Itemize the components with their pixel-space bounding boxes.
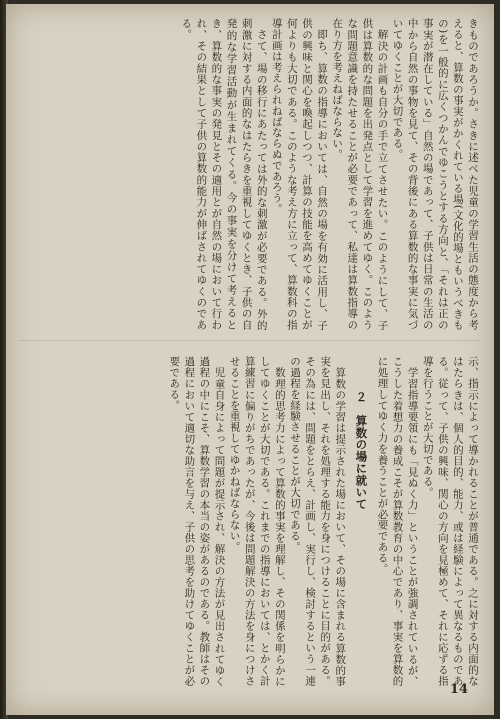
bottom-text-block: [8, 356, 480, 686]
paragraph: さて、場の移行にあたっては外的な刺激が必要である。外的刺激に対する内面的なはたらきを重視してゆくとき、子供の自発的な学習活動が生まれてくる。今の事実を分けて考えるとき、算数的な事実の発見とその適用とが自然の場において行われ、その結果として子供の算数的能力が伸ばされてゆくのである。: [180, 18, 268, 330]
paragraph: 解決の計画も自分の手で立てさせたい。このようにして、子供は算数的な問題を出発点として学習を進めてゆく。このような問題意識を持たせることが必要であって、私達は算数指導の在り方を考えねばならない。: [331, 18, 389, 330]
page-number: 14: [449, 682, 468, 697]
paragraph: 示、指示によって導かれることが普通である。之に対する内面的なはたらきは、個人的目的、能力、或は経験によって異なるものである。従って、子供の興味、関心の方向を見極めて、それに応ずる指導を行うことが大切である。: [421, 356, 479, 686]
paragraph: 児童自身によって問題が提示され、解決の方法が見出されてゆく過程の中にこそ、算数学習の本当の姿があるのである。教師はその過程において適切な助言を与え、子供の思考を助けてゆくことが必要である。: [168, 356, 226, 686]
paragraph: 算数の学習は提示された場において、その場に含まれる算数的事実を見出し、それを処理する能力を身につけることに目的がある。その為には、問題をとらえ、計画し、実行し、検討するという一連の過程を経験させることが大切である。: [288, 356, 347, 686]
book-page: [6, 4, 494, 715]
section-divider: [20, 340, 480, 341]
paragraph: 数理的思考力によって算数的事実を理解し、その関係を明らかにしてゆくことが大切である。これまでの指導においては、とかく計算練習に偏りがちであったが、今後は問題解決の方法を身につけさせることを重視してゆかねばならない。: [228, 356, 286, 686]
section-heading: ２ 算数の場に就いて: [354, 390, 369, 510]
paragraph: 即ち、算数の指導においては、自然の場を有効に活用し、子供の興味と関心を喚起しつつ、計算の技能を高めてゆくことが何よりも大切である。このような考え方に立って、算数科の指導計画は考えられねばならぬであろう。: [270, 18, 329, 330]
top-text-block: [8, 18, 480, 330]
paragraph: きものであろうか。さきに述べた児童の学習生活の態度から考えると、算数の事実がかくれている場(文化的場ともいうべきもの)を一般的に広くつかんでゆこうとする方向と、「それは正の事実が潜在している」自然の場であって、子供は日常の生活の中から自然の事物を見て、その背後にある算数的な事実に気づいてゆくことが大切である。: [391, 18, 479, 330]
paragraph: 学習指導要領にも「見ぬく力」ということが強調されているが、こうした着想力の養成こそが算数教育の中心であり、事実を算数的に処理してゆく力を養うことが必要である。: [376, 356, 419, 686]
